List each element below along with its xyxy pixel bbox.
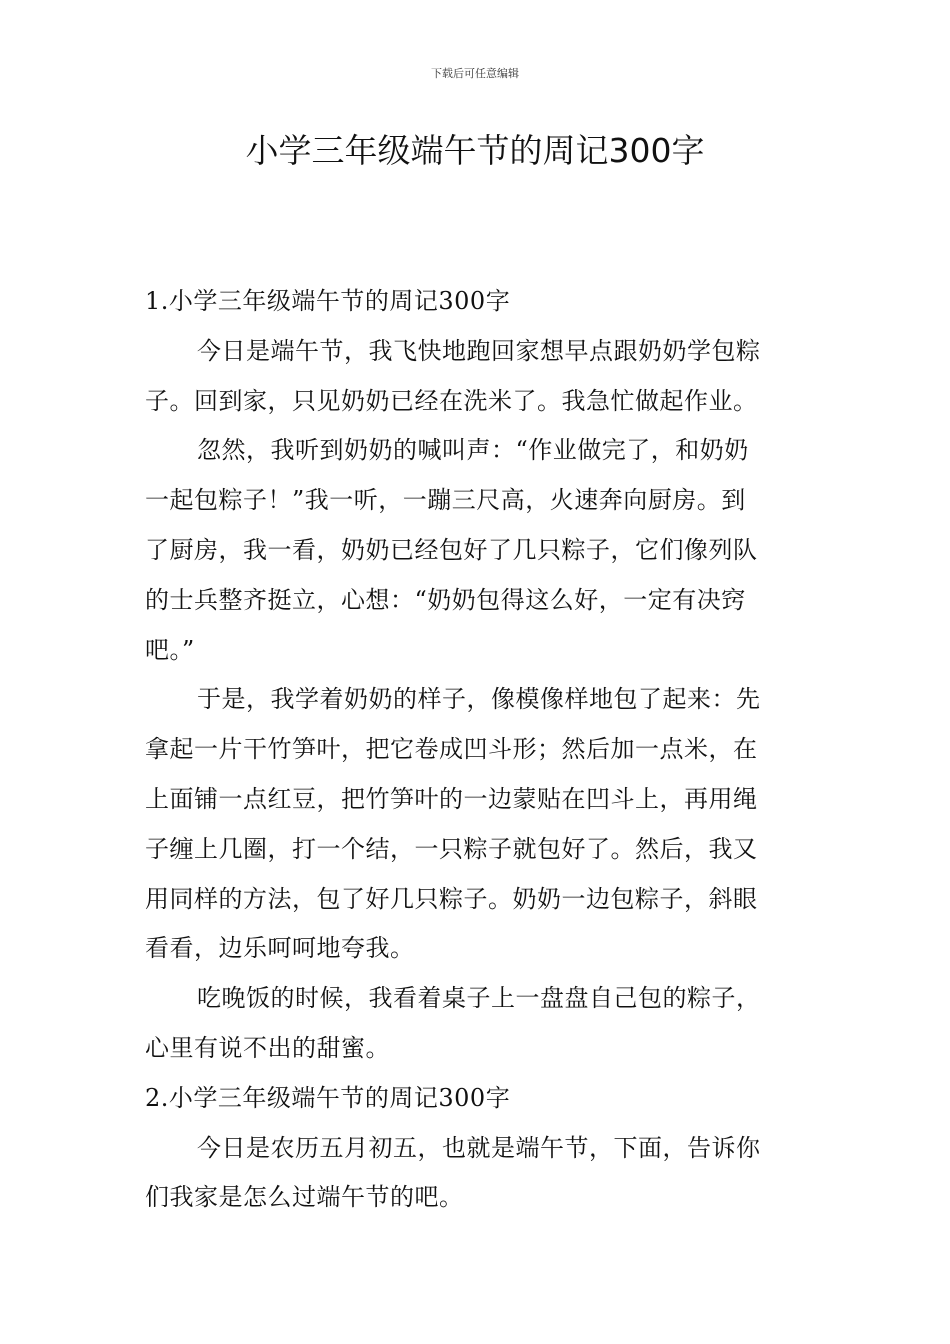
text-line: 的士兵整齐挺立，心想：“奶奶包得这么好，一定有决窍 bbox=[145, 585, 746, 614]
text-line: 看看，边乐呵呵地夸我。 bbox=[145, 934, 415, 963]
text-line: 了厨房，我一看，奶奶已经包好了几只粽子，它们像列队 bbox=[145, 535, 758, 564]
text-line: 2.小学三年级端午节的周记300字 bbox=[145, 1083, 511, 1112]
text-line: 拿起一片干竹笋叶，把它卷成凹斗形；然后加一点米，在 bbox=[145, 735, 758, 764]
text-line: 吧。” bbox=[145, 635, 195, 664]
text-line: 吃晚饭的时候，我看着桌子上一盘盘自己包的粽子， bbox=[197, 984, 761, 1013]
text-line: 上面铺一点红豆，把竹笋叶的一边蒙贴在凹斗上，再用绳 bbox=[145, 784, 758, 813]
text-line: 一起包粽子！”我一听，一蹦三尺高，火速奔向厨房。到 bbox=[145, 486, 746, 515]
text-line: 于是，我学着奶奶的样子，像模像样地包了起来：先 bbox=[197, 685, 761, 714]
text-line: 用同样的方法，包了好几只粽子。奶奶一边包粽子，斜眼 bbox=[145, 884, 758, 913]
text-line: 今日是端午节，我飞快地跑回家想早点跟奶奶学包粽 bbox=[197, 336, 761, 365]
text-line: 心里有说不出的甜蜜。 bbox=[145, 1033, 390, 1062]
text-line: 子。回到家，只见奶奶已经在洗米了。我急忙做起作业。 bbox=[145, 386, 758, 415]
text-line: 子缠上几圈，打一个结，一只粽子就包好了。然后，我又 bbox=[145, 834, 758, 863]
document-title: 小学三年级端午节的周记300字 bbox=[245, 131, 705, 170]
text-line: 们我家是怎么过端午节的吧。 bbox=[145, 1183, 464, 1212]
document-body bbox=[145, 277, 810, 1223]
header-note: 下载后可任意编辑 bbox=[431, 67, 519, 80]
text-line: 忽然，我听到奶奶的喊叫声：“作业做完了，和奶奶 bbox=[197, 436, 749, 465]
text-line: 1.小学三年级端午节的周记300字 bbox=[145, 287, 511, 315]
text-line: 今日是农历五月初五，也就是端午节，下面，告诉你 bbox=[197, 1133, 761, 1162]
